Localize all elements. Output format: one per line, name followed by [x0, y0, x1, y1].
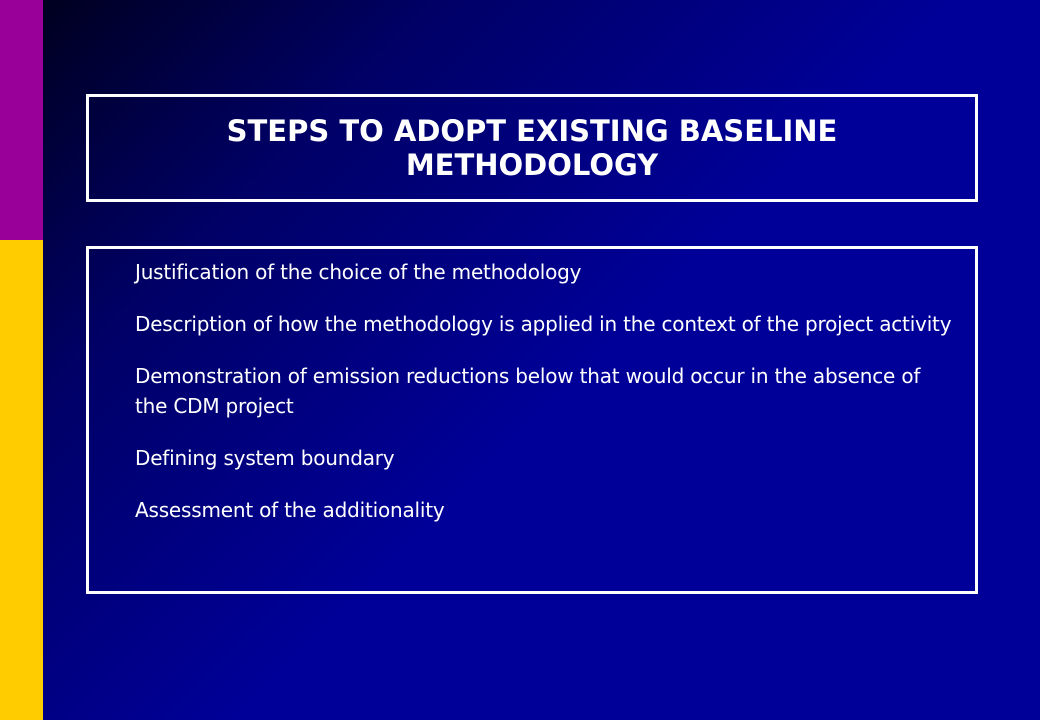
- accent-bar-purple: [0, 0, 43, 240]
- steps-frame: [86, 246, 978, 594]
- steps-list: [135, 257, 955, 547]
- title-frame: [86, 94, 978, 202]
- step-item-description: Description of how the methodology is applied in the context of the project activity: [135, 312, 952, 336]
- step-item-additionality: Assessment of the additionality: [135, 498, 445, 522]
- step-item-justification: Justification of the choice of the methodology: [135, 260, 582, 284]
- step-item-system-boundary: Defining system boundary: [135, 446, 395, 470]
- accent-bar-yellow: [0, 240, 43, 720]
- slide-title: STEPS TO ADOPT EXISTING BASELINE METHODOLOGY: [226, 114, 838, 182]
- step-item-demonstration: Demonstration of emission reductions below that would occur in the absence of the CDM project: [135, 364, 921, 418]
